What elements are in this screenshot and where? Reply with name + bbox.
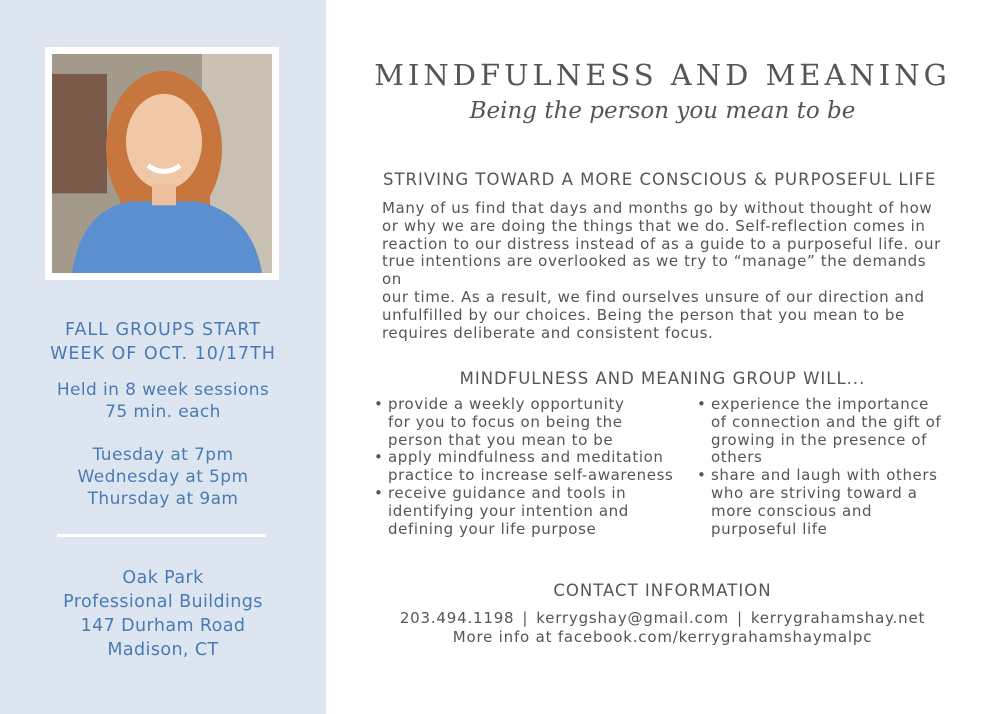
intro-line: Many of us find that days and months go by without thought of how	[382, 199, 933, 217]
intro-line: true intentions are overlooked as we try to “manage” the demands on	[382, 252, 927, 289]
intro-line: unfulfilled by our choices. Being the person that you mean to be	[382, 305, 905, 324]
list-item-line: for you to focus on being the	[388, 412, 623, 431]
separator: |	[522, 609, 529, 627]
list-item-line: others	[711, 448, 763, 467]
intro-paragraph	[382, 200, 950, 342]
time-wednesday: Wednesday at 5pm	[77, 467, 249, 487]
intro-line: our time. As a result, we find ourselves unsure of our direction and	[382, 287, 925, 306]
list-item-line: defining your life purpose	[388, 519, 597, 538]
list-item-line: who are striving toward a	[711, 483, 918, 502]
session-count: Held in 8 week sessions	[56, 380, 270, 400]
website-link[interactable]: kerrygrahamshay.net	[750, 609, 926, 627]
bullet-marker: •	[697, 395, 707, 413]
group-heading: MINDFULNESS AND MEANING GROUP WILL...	[459, 369, 866, 388]
group-benefits-left	[374, 396, 686, 538]
fall-groups-line: FALL GROUPS START	[64, 320, 261, 340]
list-item-line: practice to increase self-awareness	[388, 466, 674, 485]
bullet-marker: •	[374, 448, 384, 467]
address-line: Madison, CT	[107, 640, 219, 660]
phone-number[interactable]: 203.494.1198	[399, 609, 515, 627]
separator: |	[736, 609, 743, 627]
fall-groups-start	[0, 318, 326, 366]
portrait-illustration	[52, 54, 272, 273]
time-tuesday: Tuesday at 7pm	[92, 445, 234, 465]
list-item-line: more conscious and	[711, 501, 873, 520]
address-line: Professional Buildings	[63, 592, 263, 612]
bullet-marker: •	[374, 395, 384, 413]
intro-line: reaction to our distress instead of as a guide to a purposeful life. our	[382, 234, 941, 253]
intro-line: or why we are doing the things that we do. Self-reflection comes in	[382, 216, 926, 235]
list-item-line: provide a weekly opportunity	[388, 395, 625, 413]
list-item	[374, 449, 686, 485]
contact-details	[340, 609, 985, 627]
bullet-marker: •	[374, 483, 384, 502]
address-line: Oak Park	[122, 568, 204, 588]
session-info	[0, 379, 326, 423]
portrait-photo	[52, 54, 272, 273]
start-week-line: WEEK OF OCT. 10/17TH	[50, 344, 276, 364]
sidebar-divider	[57, 534, 266, 537]
session-length: 75 min. each	[105, 402, 221, 422]
list-item-line: of connection and the gift of	[711, 412, 942, 431]
list-item-line: identifying your intention and	[388, 501, 629, 520]
page-title: MINDFULNESS AND MEANING	[374, 58, 951, 92]
list-item-line: purposeful life	[711, 519, 828, 538]
intro-line: requires deliberate and consistent focus.	[382, 323, 714, 342]
time-thursday: Thursday at 9am	[87, 489, 239, 509]
portrait-frame	[45, 47, 279, 280]
list-item-line: experience the importance	[711, 395, 929, 413]
list-item	[697, 467, 987, 538]
sidebar	[0, 0, 326, 714]
list-item-line: share and laugh with others	[711, 466, 938, 485]
contact-heading: CONTACT INFORMATION	[553, 581, 772, 600]
intro-heading: STRIVING TOWARD A MORE CONSCIOUS & PURPOSEFUL LIFE	[383, 170, 937, 189]
list-item-line: person that you mean to be	[388, 430, 614, 449]
more-info-link[interactable]: More info at facebook.com/kerrygrahamshaymalpc	[452, 628, 873, 646]
page-subtitle: Being the person you mean to be	[469, 98, 856, 124]
session-times	[0, 444, 326, 510]
group-benefits-right	[697, 396, 987, 538]
list-item-line: growing in the presence of	[711, 430, 928, 449]
address-block	[0, 566, 326, 662]
list-item-line: apply mindfulness and meditation	[388, 448, 664, 467]
list-item	[374, 485, 686, 538]
address-line: 147 Durham Road	[80, 616, 246, 636]
bullet-marker: •	[697, 466, 707, 485]
list-item	[374, 396, 686, 449]
list-item	[697, 396, 987, 467]
list-item-line: receive guidance and tools in	[388, 483, 627, 502]
email-link[interactable]: kerrygshay@gmail.com	[536, 609, 729, 627]
